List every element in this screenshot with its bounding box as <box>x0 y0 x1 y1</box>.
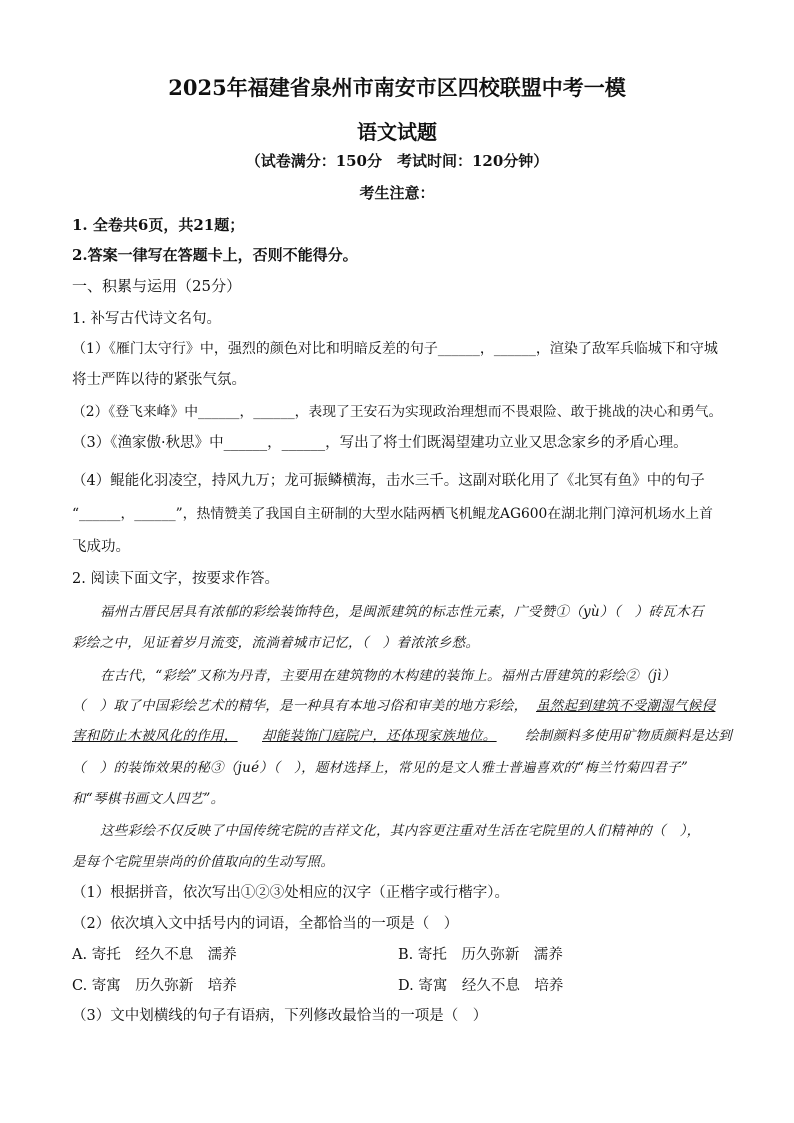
q2-sub1: （1）根据拼音，依次写出①②③处相应的汉字（正楷字或行楷字）。 <box>72 885 509 901</box>
q1-line: 飞成功。 <box>72 539 130 555</box>
option-b: B. 寄托 历久弥新 濡养 <box>398 947 563 963</box>
q1-line: （1）《雁门太守行》中，强烈的颜色对比和明暗反差的句子______，______，渲染了敌军兵临城下和守城 <box>72 341 718 357</box>
passage-line: 这些彩绘不仅反映了中国传统宅院的吉祥文化，其内容更注重对生活在宅院里的人们精神的（ ）， <box>100 823 701 839</box>
passage-line: 和“琴棋书画文人四艺”。 <box>72 791 225 807</box>
q1-line: （3）《渔家傲·秋思》中______，______，写出了将士们既渴望建功立业又思念家乡的矛盾心理。 <box>72 435 688 451</box>
option-d: D. 寄寓 经久不息 培养 <box>398 978 564 994</box>
passage-line: 是每个宅院里崇尚的价值取向的生动写照。 <box>72 854 335 870</box>
q2-sub3: （3）文中划横线的句子有语病，下列修改最恰当的一项是（ ） <box>72 1008 488 1024</box>
subject-title: 语文试题 <box>357 120 437 144</box>
notice-item-1: 1. 全卷共6页，共21题； <box>72 216 245 234</box>
option-c: C. 寄寓 历久弥新 培养 <box>72 978 237 994</box>
passage-line: 彩绘之中，见证着岁月流变，流淌着城市记忆，（ ）着浓浓乡愁。 <box>72 635 480 651</box>
underlined-sentence: 却能装饰门庭院户，还体现家族地位。 <box>262 728 497 744</box>
q1-line: 将士严阵以待的紧张气氛。 <box>72 372 246 388</box>
notice-item-2: 2.答案一律写在答题卡上，否则不能得分。 <box>72 246 358 264</box>
underlined-sentence: 害和防止木被风化的作用， <box>72 728 238 744</box>
q2-stem: 2. 阅读下面文字，按要求作答。 <box>72 571 279 587</box>
notice-heading: 考生注意： <box>359 184 435 202</box>
section1-heading: 一、积累与运用（25分） <box>72 277 242 295</box>
exam-info: （试卷满分：150分 考试时间：120分钟） <box>245 152 549 170</box>
q1-line: “______，______”，热情赞美了我国自主研制的大型水陆两栖飞机鲲龙AG600在湖北荆门漳河机场水上首 <box>72 506 713 522</box>
passage-line: 绘制颜料多使用矿物质颜料是达到 <box>525 728 732 744</box>
exam-title: 2025年福建省泉州市南安市区四校联盟中考一模 <box>168 75 626 100</box>
q1-line: （2）《登飞来峰》中______，______，表现了王安石为实现政治理想而不畏艰险、敢于挑战的决心和勇气。 <box>72 404 723 420</box>
passage-line: （ ）取了中国彩绘艺术的精华，是一种具有本地习俗和审美的地方彩绘， <box>72 698 528 714</box>
option-a: A. 寄托 经久不息 濡养 <box>72 947 237 963</box>
passage-line: （ ）的装饰效果的秘③（jué）（ ），题材选择上，常见的是文人雅士普遍喜欢的“梅兰竹菊四君子” <box>72 760 689 776</box>
underlined-sentence: 虽然起到建筑不受潮湿气候侵 <box>536 698 716 714</box>
passage-line: 福州古厝民居具有浓郁的彩绘装饰特色，是闽派建筑的标志性元素，广受赞①（yù）（ ）砖瓦木石 <box>100 604 704 620</box>
q2-sub2: （2）依次填入文中括号内的词语，全都恰当的一项是（ ） <box>72 916 459 932</box>
q1-stem: 1. 补写古代诗文名句。 <box>72 311 221 327</box>
q1-line: （4）鲲能化羽凌空，持风九万；龙可振鳞横海，击水三千。这副对联化用了《北冥有鱼》中的句子 <box>72 473 705 489</box>
passage-line: 在古代，“彩绘”又称为丹青，主要用在建筑物的木构建的装饰上。福州古厝建筑的彩绘②（jì） <box>100 668 676 684</box>
